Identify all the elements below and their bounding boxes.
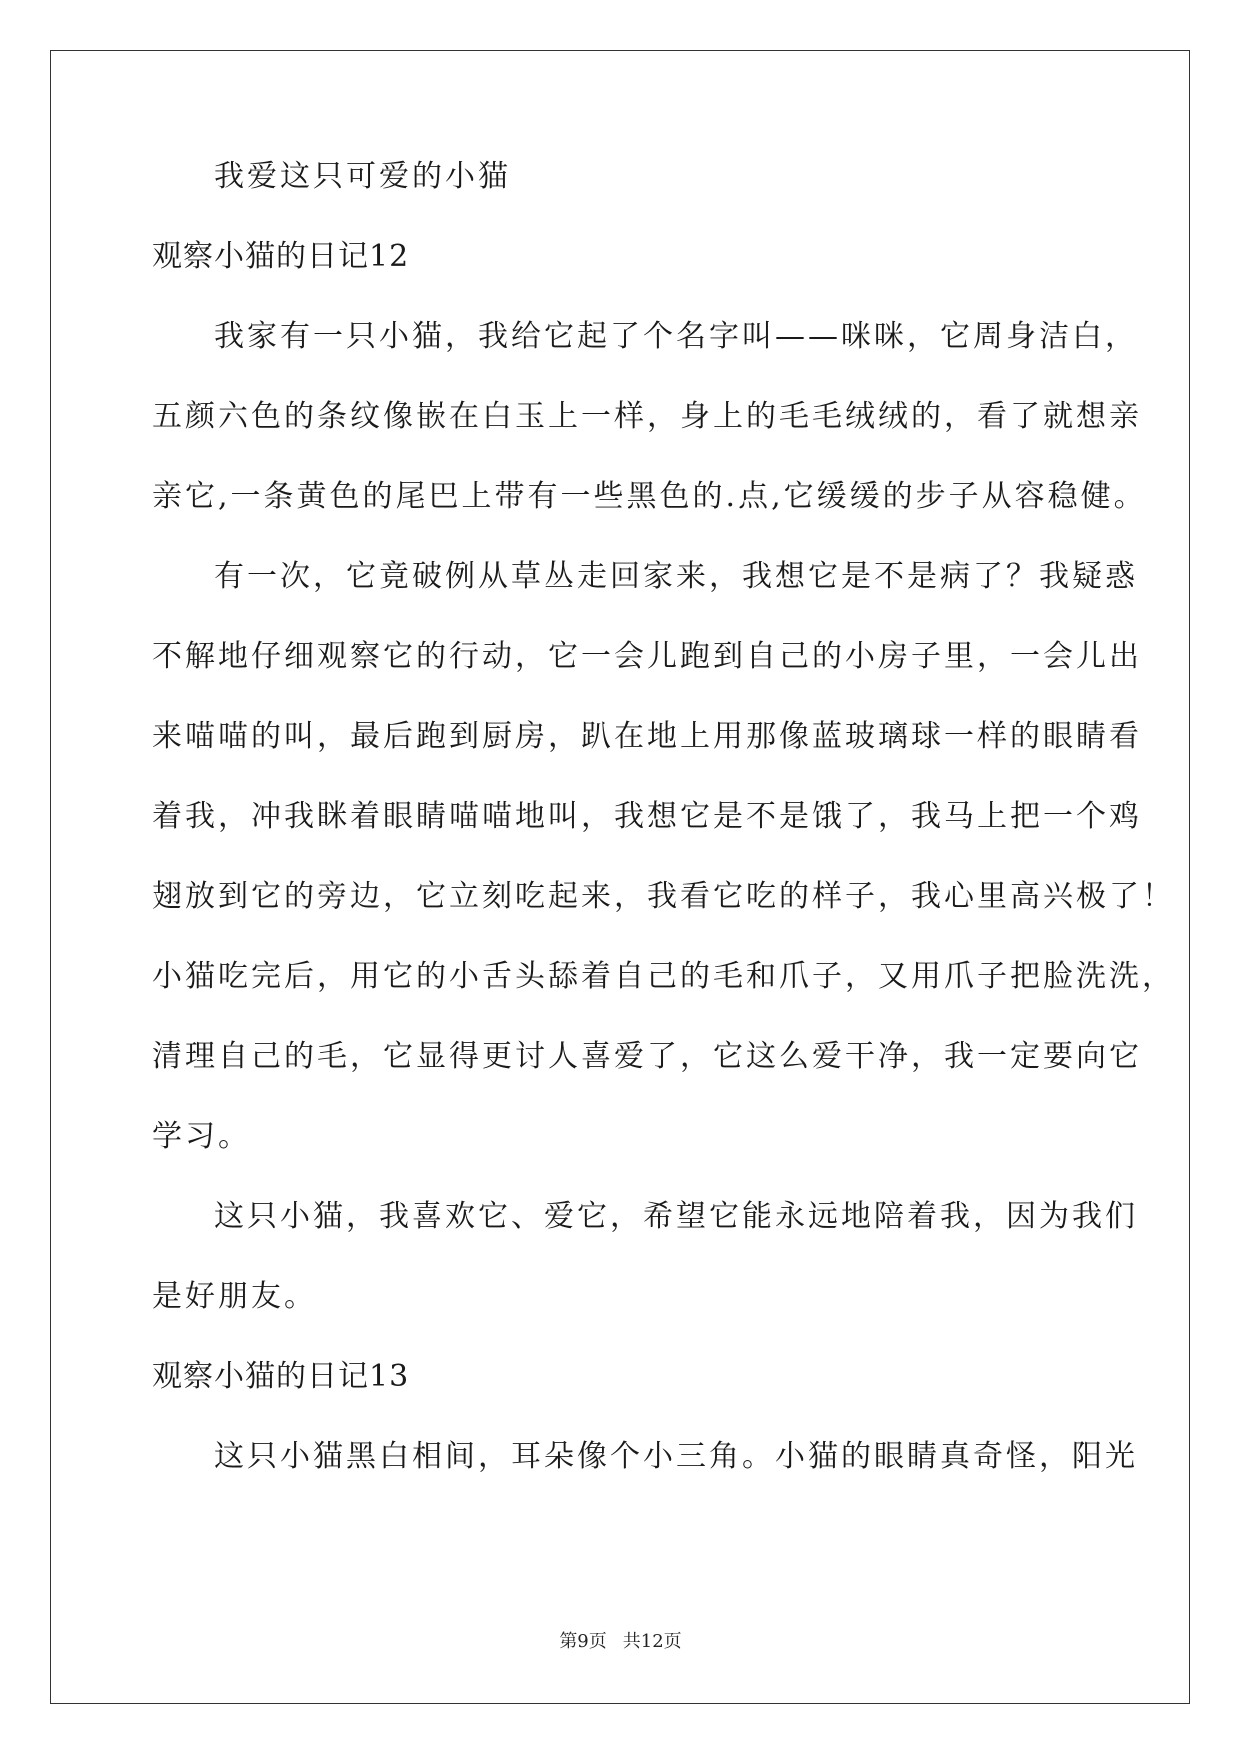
paragraph-line: 翅放到它的旁边，它立刻吃起来，我看它吃的样子，我心里高兴极了！ xyxy=(152,879,1175,914)
section-heading: 观察小猫的日记12 xyxy=(152,239,410,274)
paragraph-line: 来喵喵的叫，最后跑到厨房，趴在地上用那像蓝玻璃球一样的眼睛看 xyxy=(152,719,1142,754)
paragraph-line: 有一次，它竟破例从草丛走回家来，我想它是不是病了？我疑惑 xyxy=(214,559,1138,594)
paragraph-line: 五颜六色的条纹像嵌在白玉上一样，身上的毛毛绒绒的，看了就想亲 xyxy=(152,399,1142,434)
paragraph-line: 清理自己的毛，它显得更讨人喜爱了，它这么爱干净，我一定要向它 xyxy=(152,1039,1142,1074)
page-footer xyxy=(0,1630,1241,1654)
paragraph-line: 小猫吃完后，用它的小舌头舔着自己的毛和爪子，又用爪子把脸洗洗， xyxy=(152,959,1175,994)
paragraph-line: 我爱这只可爱的小猫 xyxy=(214,159,511,194)
paragraph-line: 这只小猫，我喜欢它、爱它，希望它能永远地陪着我，因为我们 xyxy=(214,1199,1138,1234)
page-total: 共12页 xyxy=(622,1631,682,1652)
paragraph-line: 学习。 xyxy=(152,1119,251,1154)
paragraph-line: 这只小猫黑白相间，耳朵像个小三角。小猫的眼睛真奇怪，阳光 xyxy=(214,1439,1138,1474)
paragraph-line: 不解地仔细观察它的行动，它一会儿跑到自己的小房子里，一会儿出 xyxy=(152,639,1142,674)
paragraph-line: 亲它,一条黄色的尾巴上带有一些黑色的.点,它缓缓的步子从容稳健。 xyxy=(152,479,1147,514)
page-number: 第9页 xyxy=(559,1631,607,1652)
paragraph-line: 着我，冲我眯着眼睛喵喵地叫，我想它是不是饿了，我马上把一个鸡 xyxy=(152,799,1142,834)
section-heading: 观察小猫的日记13 xyxy=(152,1359,410,1394)
paragraph-line: 是好朋友。 xyxy=(152,1279,317,1314)
paragraph-line: 我家有一只小猫，我给它起了个名字叫——咪咪，它周身洁白， xyxy=(214,319,1138,354)
